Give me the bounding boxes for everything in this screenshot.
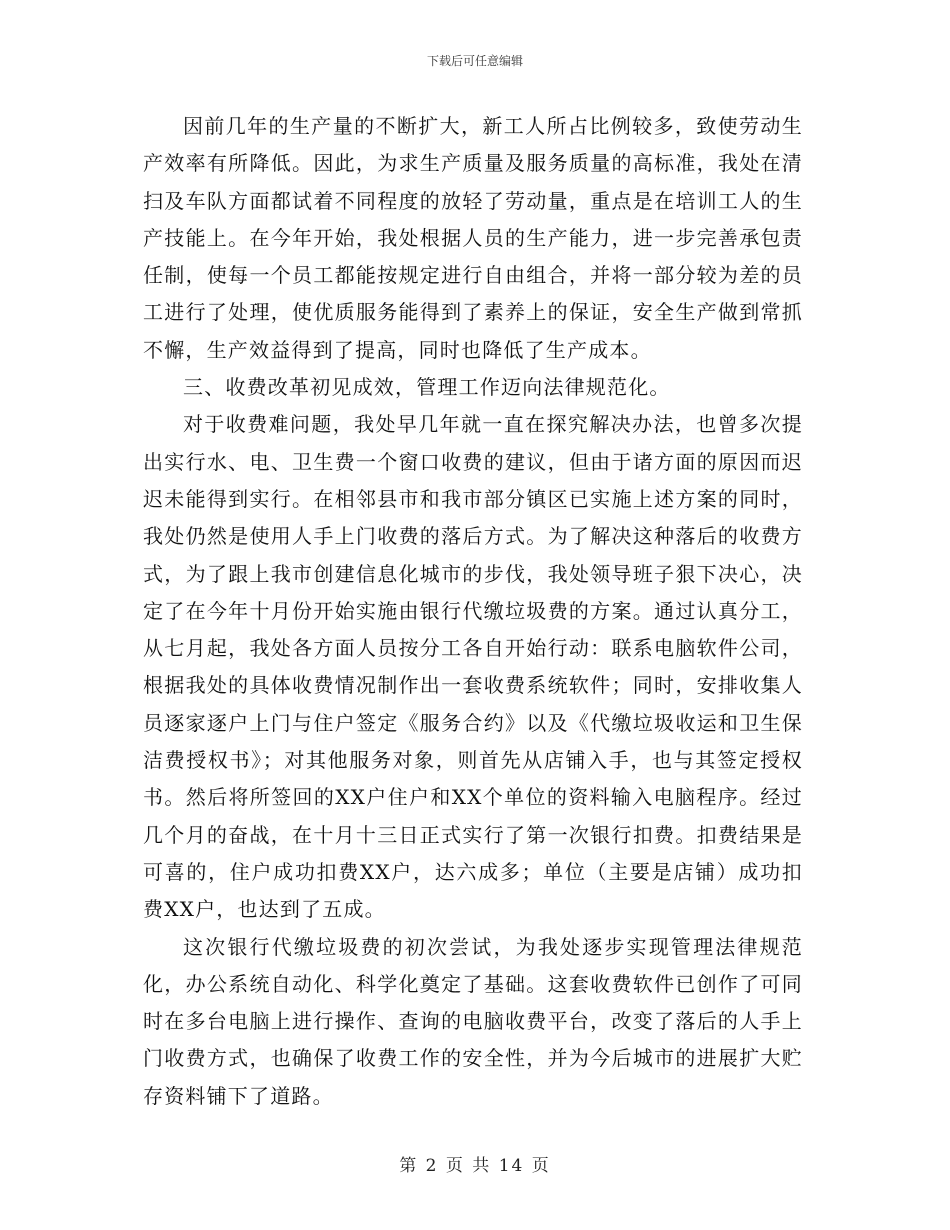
page-header: 下载后可任意编辑 <box>426 54 523 68</box>
paragraph-fee-collection: 对于收费难问题，我处早几年就一直在探究解决办法，也曾多次提出实行水、电、卫生费一个窗口收费的建议，但由于诸方面的原因而迟迟未能得到实行。在相邻县市和我市部分镇区已实施上述方案的同时，我处仍然是使用人手上门收费的落后方式。为了解决这种落后的收费方式，为了跟上我市创建信息化城市的步伐，我处领导班子狠下决心，决定了在今年十月份开始实施由银行代缴垃圾费的方案。通过认真分工，从七月起，我处各方面人员按分工各自开始行动：联系电脑软件公司，根据我处的具体收费情况制作出一套收费系统软件；同时，安排收集人员逐家逐户上门与住户签定《服务合约》以及《代缴垃圾收运和卫生保洁费授权书》；对其他服务对象，则首先从店铺入手，也与其签定授权书。然后将所签回的XX户住户和XX个单位的资料输入电脑程序。经过几个月的奋战，在十月十三日正式实行了第一次银行扣费。扣费结果是可喜的，住户成功扣费XX户，达六成多；单位（主要是店铺）成功扣费XX户，也达到了五成。 <box>143 412 803 922</box>
paragraph-labor-efficiency: 因前几年的生产量的不断扩大，新工人所占比例较多，致使劳动生产效率有所降低。因此，为求生产质量及服务质量的高标准，我处在清扫及车队方面都试着不同程度的放轻了劳动量，重点是在培训工人的生产技能上。在今年开始，我处根据人员的生产能力，进一步完善承包责任制，使每一个员工都能按规定进行自由组合，并将一部分较为差的员工进行了处理，使优质服务能得到了素养上的保证，安全生产做到常抓不懈，生产效益得到了提高，同时也降低了生产成本。 <box>143 114 803 362</box>
paragraph-bank-payment-trial: 这次银行代缴垃圾费的初次尝试，为我处逐步实现管理法律规范化，办公系统自动化、科学化奠定了基础。这套收费软件已创作了可同时在多台电脑上进行操作、查询的电脑收费平台，改变了落后的人手上门收费方式，也确保了收费工作的安全性，并为今后城市的进展扩大贮存资料铺下了道路。 <box>143 934 803 1108</box>
section-heading-fee-reform: 三、收费改革初见成效，管理工作迈向法律规范化。 <box>183 375 671 400</box>
page-footer: 第 2 页 共 14 页 <box>399 1156 551 1176</box>
document-body <box>143 108 803 1115</box>
